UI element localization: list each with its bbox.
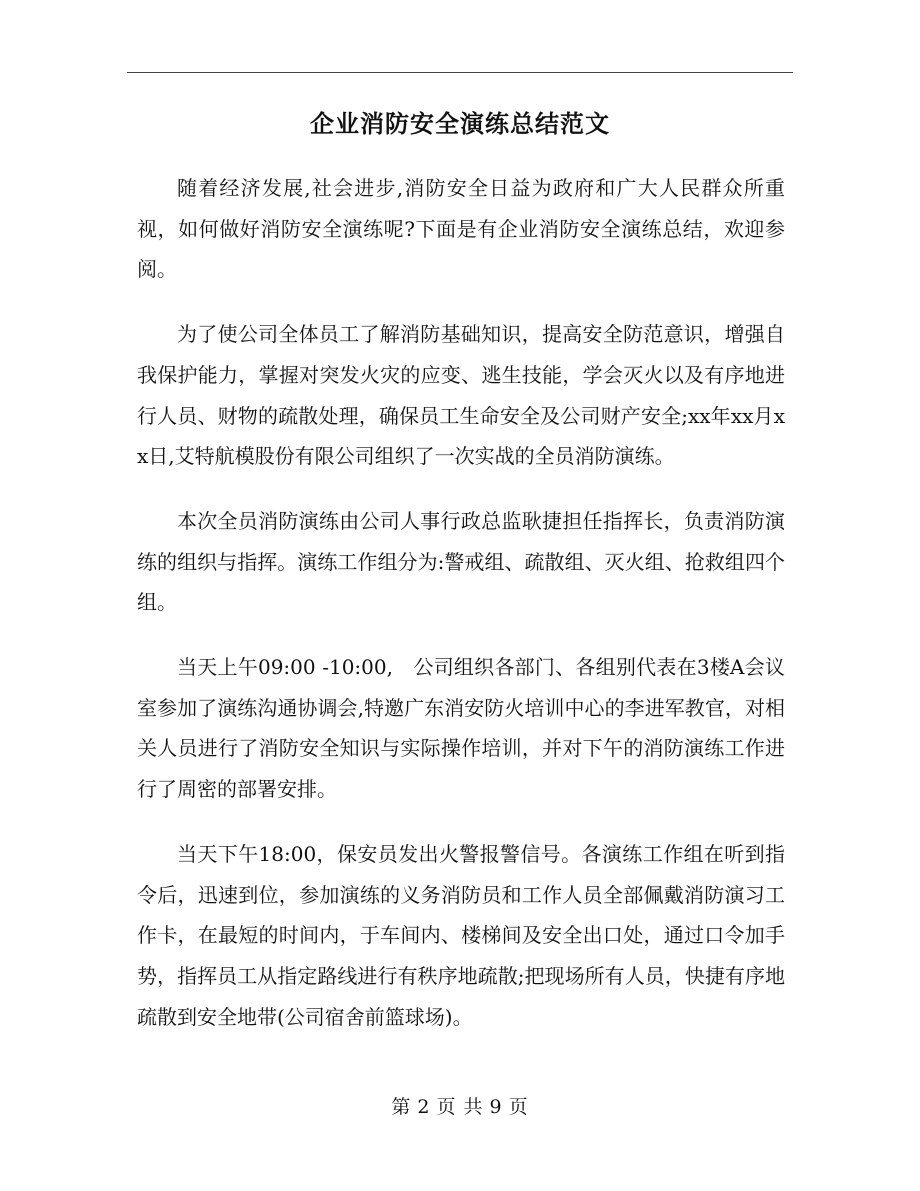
paragraph-evacuation: 当天下午18:00，保安员发出火警报警信号。各演练工作组在听到指令后，迅速到位，参加演练的义务消防员和工作人员全部佩戴消防演习工作卡，在最短的时间内，于车间内、楼梯间及安全出口处，通过口令加手势，指挥员工从指定路线进行有秩序地疏散;把现场所有人员，快捷有序地疏散到安全地带(公司宿舍前篮球场)。 [137, 841, 785, 1029]
document-title: 企业消防安全演练总结范文 [310, 109, 610, 138]
footer-prefix: 第 [391, 1096, 412, 1118]
footer-total-pages: 9 [489, 1096, 503, 1118]
footer-suffix: 页 [508, 1096, 529, 1118]
document-body [137, 168, 785, 1061]
paragraph-morning-meeting: 当天上午09:00 -10:00, 公司组织各部门、各组别代表在3楼A会议室参加了演练沟通协调会,特邀广东消安防火培训中心的李进军教官，对相关人员进行了消防安全知识与实际操作培训，并对下午的消防演练工作进行了周密的部署安排。 [137, 655, 785, 802]
paragraph-organization: 本次全员消防演练由公司人事行政总监耿捷担任指挥长，负责消防演练的组织与指挥。演练工作组分为:警戒组、疏散组、灭火组、抢救组四个组。 [137, 508, 785, 615]
page-number-footer [127, 1092, 793, 1122]
paragraph-intro: 随着经济发展,社会进步,消防安全日益为政府和广大人民群众所重视，如何做好消防安全演练呢?下面是有企业消防安全演练总结，欢迎参阅。 [137, 176, 785, 282]
footer-current-page: 2 [417, 1096, 431, 1118]
paragraph-purpose: 为了使公司全体员工了解消防基础知识，提高安全防范意识，增强自我保护能力，掌握对突发火灾的应变、逃生技能，学会灭火以及有序地进行人员、财物的疏散处理，确保员工生命安全及公司财产安全;xx年xx月xx日,艾特航模股份有限公司组织了一次实战的全员消防演练。 [137, 322, 785, 469]
footer-middle: 页 共 [436, 1096, 484, 1118]
header-rule [127, 72, 793, 73]
